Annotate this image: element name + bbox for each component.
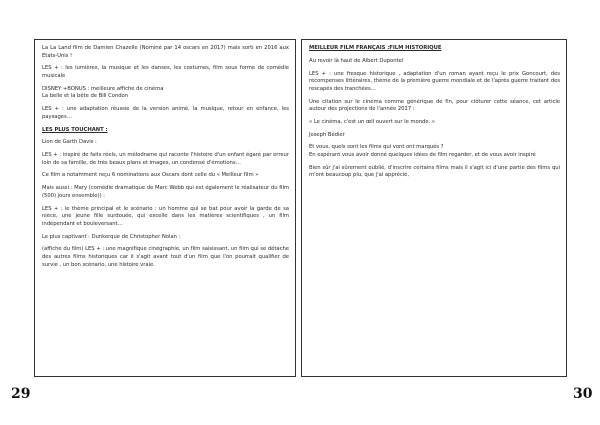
paragraph: Joseph Bédier [309, 131, 345, 138]
section-heading: MEILLEUR FILM FRANÇAIS :FILM HISTORIQUE [309, 45, 442, 51]
paragraph: Lion de Garth Davis : [42, 139, 97, 146]
paragraph: LES + : les lumières, la musique et les danses, les costumes, film sous forme de comédie musicale [42, 65, 289, 79]
paragraph: LES + : le thème principal et le scénario : un homme qui se bat pour avoir la garde de sa nièce, une jeune fille surdouée, qui excelle dans les matières scientifiques , un film indépendant et bouleversant… [42, 205, 289, 227]
paragraph: LES + : une fresque historique , adaptation d'un roman ayant reçu le prix Goncourt, des récompenses littéraires, thème de la première guerre mondiale et de l'après guerre traitant des rescapés des tranchées… [309, 70, 560, 92]
paragraph: Au revoir là haut de Albert Dupontel [309, 57, 404, 64]
paragraph: LES + : inspiré de faits réels, un mélodrame qui raconte l'histoire d'un enfant égaré par erreur loin de sa famille, de très beaux plans et images, un condensé d'émotions… [42, 152, 289, 166]
paragraph: Bien sûr j'ai sûrement oublié, d'inscrire certains films mais il s'agit ici d'une partie des films qui m'ont beaucoup plu, que j'ai apprécié, [309, 164, 560, 179]
left-page-text-column [34, 39, 296, 377]
paragraph: Et vous, quels sont les films qui vont ont marqués ? En espérant vous avoir donné quelques idées de film regarder, et de vous avoir inspiré [309, 144, 536, 159]
paragraph: Une citation sur le cinéma comme générique de fin, pour clôturer cette séance, cet article autour des projections de l'année 2017 : [309, 98, 560, 113]
paragraph: DISNEY +BONUS : meilleure affiche de cinéma La belle et la bête de Bill Condon [42, 85, 164, 100]
paragraph: Ce film a notamment reçu 6 nominations aux Oscars dont celle du « Meilleur film » [42, 172, 259, 179]
paragraph: LES + : une adaptation réussie de la version animé, la musique, retour en enfance, les paysages… [42, 106, 289, 120]
right-page-text-column [301, 39, 567, 377]
paragraph: Mais aussi : Mary (comédie dramatique de Marc Webb qui est également le réalisateur du film (500) jours ensemble)) : [42, 185, 289, 199]
paragraph: « Le cinéma, c'est un œil ouvert sur le monde. » [309, 118, 435, 125]
left-page-number: 29 [11, 386, 31, 402]
paragraph: (affiche du film) LES + : une magnifique cinégraphie, un film saisissant, un film qui se détache des autres films historiques car il s'agit avant tout d'un film que l'on pourrait qualifier de survie , un bon scénario, une histoire vraie. [42, 246, 289, 268]
right-page-number: 30 [573, 386, 593, 402]
section-heading: LES PLUS TOUCHANT : [42, 126, 108, 133]
paragraph: La La Land film de Damien Chazelle (Nominé par 14 oscars en 2017) mais sorti en 2016 aux Etats-Unis ! [42, 45, 289, 59]
paragraph: Le plus captivant : Dunkerque de Christopher Nolan : [42, 233, 181, 240]
